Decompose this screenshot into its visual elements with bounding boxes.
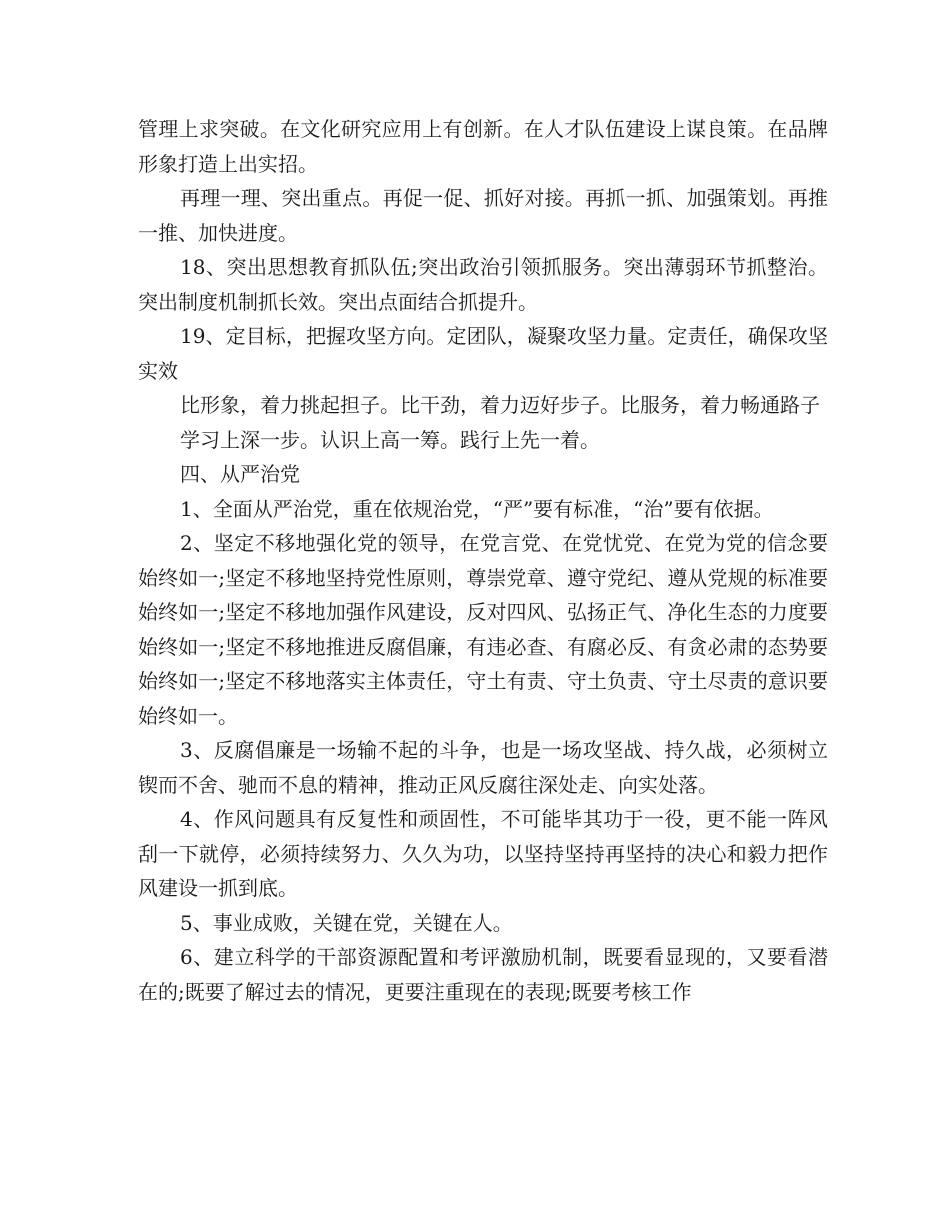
- paragraph: 再理一理、突出重点。再促一促、抓好对接。再抓一抓、加强策划。再推一推、加快进度。: [138, 186, 828, 245]
- paragraph: 学习上深一步。认识上高一筹。践行上先一着。: [180, 427, 600, 452]
- paragraph: 比形象，着力挑起担子。比干劲，着力迈好步子。比服务，着力畅通路子: [180, 393, 820, 417]
- document-body: [138, 112, 828, 1009]
- paragraph: 1、全面从严治党，重在依规治党，“严”要有标准，“治”要有依据。: [180, 496, 774, 521]
- paragraph: 3、反腐倡廉是一场输不起的斗争，也是一场攻坚战、持久战，必须树立锲而不舍、驰而不息的精神，推动正风反腐往深处走、向实处落。: [138, 738, 828, 797]
- paragraph: 19、定目标，把握攻坚方向。定团队，凝聚攻坚力量。定责任，确保攻坚实效: [138, 324, 828, 383]
- paragraph: 2、坚定不移地强化党的领导，在党言党、在党忧党、在党为党的信念要始终如一;坚定不移地坚持党性原则，尊崇党章、遵守党纪、遵从党规的标准要始终如一;坚定不移地加强作风建设，反对四风、弘扬正气、净化生态的力度要始终如一;坚定不移地推进反腐倡廉，有违必查、有腐必反、有贪必肃的态势要始终如一;坚定不移地落实主体责任，守土有责、守土负责、守土尽责的意识要始终如一。: [138, 531, 828, 728]
- paragraph: 5、事业成败，关键在党，关键在人。: [180, 910, 513, 935]
- paragraph: 管理上求突破。在文化研究应用上有创新。在人才队伍建设上谋良策。在品牌形象打造上出实招。: [138, 117, 828, 176]
- paragraph: 4、作风问题具有反复性和顽固性，不可能毕其功于一役，更不能一阵风刮一下就停，必须持续努力、久久为功，以坚持坚持再坚持的决心和毅力把作风建设一抓到底。: [138, 807, 828, 900]
- section-heading: 四、从严治党: [180, 462, 300, 486]
- paragraph: 6、建立科学的干部资源配置和考评激励机制，既要看显现的，又要看潜在的;既要了解过去的情况，更要注重现在的表现;既要考核工作: [138, 945, 828, 1004]
- paragraph: 18、突出思想教育抓队伍;突出政治引领抓服务。突出薄弱环节抓整治。突出制度机制抓长效。突出点面结合抓提升。: [138, 255, 828, 314]
